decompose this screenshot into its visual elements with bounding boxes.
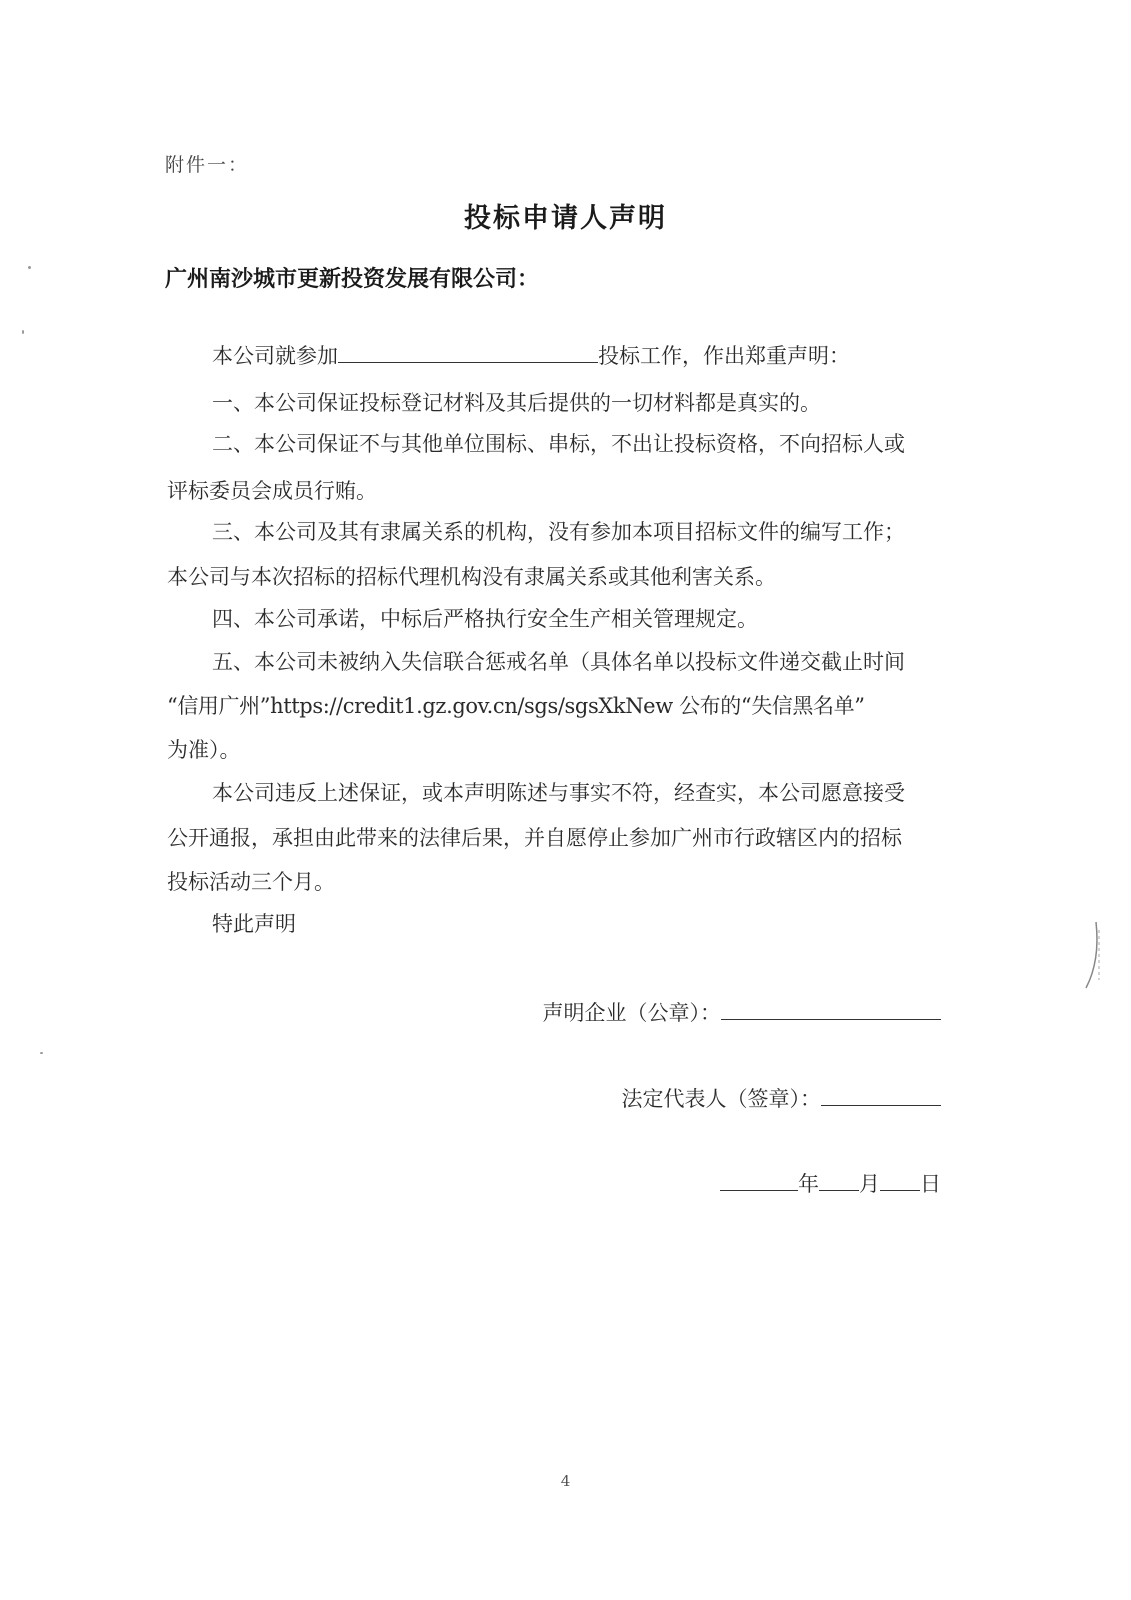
day-blank[interactable] bbox=[880, 1168, 920, 1191]
commitment-line3: 投标活动三个月。 bbox=[167, 870, 335, 894]
month-label: 月 bbox=[859, 1172, 880, 1196]
statement-1: 一、本公司保证投标登记材料及其后提供的一切材料都是真实的。 bbox=[212, 391, 821, 415]
legal-rep-label: 法定代表人（签章）： bbox=[621, 1087, 821, 1111]
intro-after: 投标工作，作出郑重声明： bbox=[598, 344, 850, 368]
legal-rep-row bbox=[622, 1083, 942, 1114]
day-label: 日 bbox=[920, 1172, 941, 1196]
company-seal-label: 声明企业（公章）： bbox=[542, 1001, 721, 1025]
statement-2-line2: 评标委员会成员行贿。 bbox=[167, 479, 377, 503]
statement-4: 四、本公司承诺，中标后严格执行安全生产相关管理规定。 bbox=[212, 607, 758, 631]
year-label: 年 bbox=[798, 1172, 819, 1196]
addressee: 广州南沙城市更新投资发展有限公司： bbox=[165, 267, 540, 292]
statement-2-line1: 二、本公司保证不与其他单位围标、串标，不出让投标资格，不向招标人或 bbox=[212, 432, 905, 456]
statement-5-line2: “信用广州”https://credit1.gz.gov.cn/sgs/sgsXkNew 公布的“失信黑名单” bbox=[167, 694, 865, 718]
commitment-line1: 本公司违反上述保证，或本声明陈述与事实不符，经查实，本公司愿意接受 bbox=[212, 781, 905, 805]
date-row bbox=[720, 1168, 941, 1199]
statement-5-line1: 五、本公司未被纳入失信联合惩戒名单（具体名单以投标文件递交截止时间 bbox=[212, 650, 905, 674]
page-title: 投标申请人声明 bbox=[464, 203, 667, 234]
closing-statement: 特此声明 bbox=[212, 912, 296, 936]
statement-3-line1: 三、本公司及其有隶属关系的机构，没有参加本项目招标文件的编写工作； bbox=[212, 520, 905, 544]
scan-speck bbox=[40, 1052, 43, 1054]
scan-speck bbox=[28, 266, 31, 269]
month-blank[interactable] bbox=[819, 1168, 859, 1191]
commitment-line2: 公开通报，承担由此带来的法律后果，并自愿停止参加广州市行政辖区内的招标 bbox=[167, 826, 902, 850]
company-seal-blank[interactable] bbox=[721, 997, 941, 1020]
scan-speck bbox=[22, 330, 24, 334]
statement-5-line3: 为准）。 bbox=[167, 738, 241, 762]
page-number: 4 bbox=[560, 1472, 571, 1490]
scan-edge-mark bbox=[1082, 920, 1102, 990]
legal-rep-blank[interactable] bbox=[821, 1083, 941, 1106]
attachment-label: 附件一： bbox=[165, 154, 250, 176]
statement-3-line2: 本公司与本次招标的招标代理机构没有隶属关系或其他利害关系。 bbox=[167, 565, 776, 589]
year-blank[interactable] bbox=[720, 1168, 798, 1191]
intro-before: 本公司就参加 bbox=[212, 344, 338, 368]
company-seal-row bbox=[543, 997, 942, 1028]
project-name-blank[interactable] bbox=[338, 340, 598, 363]
intro-line bbox=[212, 340, 850, 371]
